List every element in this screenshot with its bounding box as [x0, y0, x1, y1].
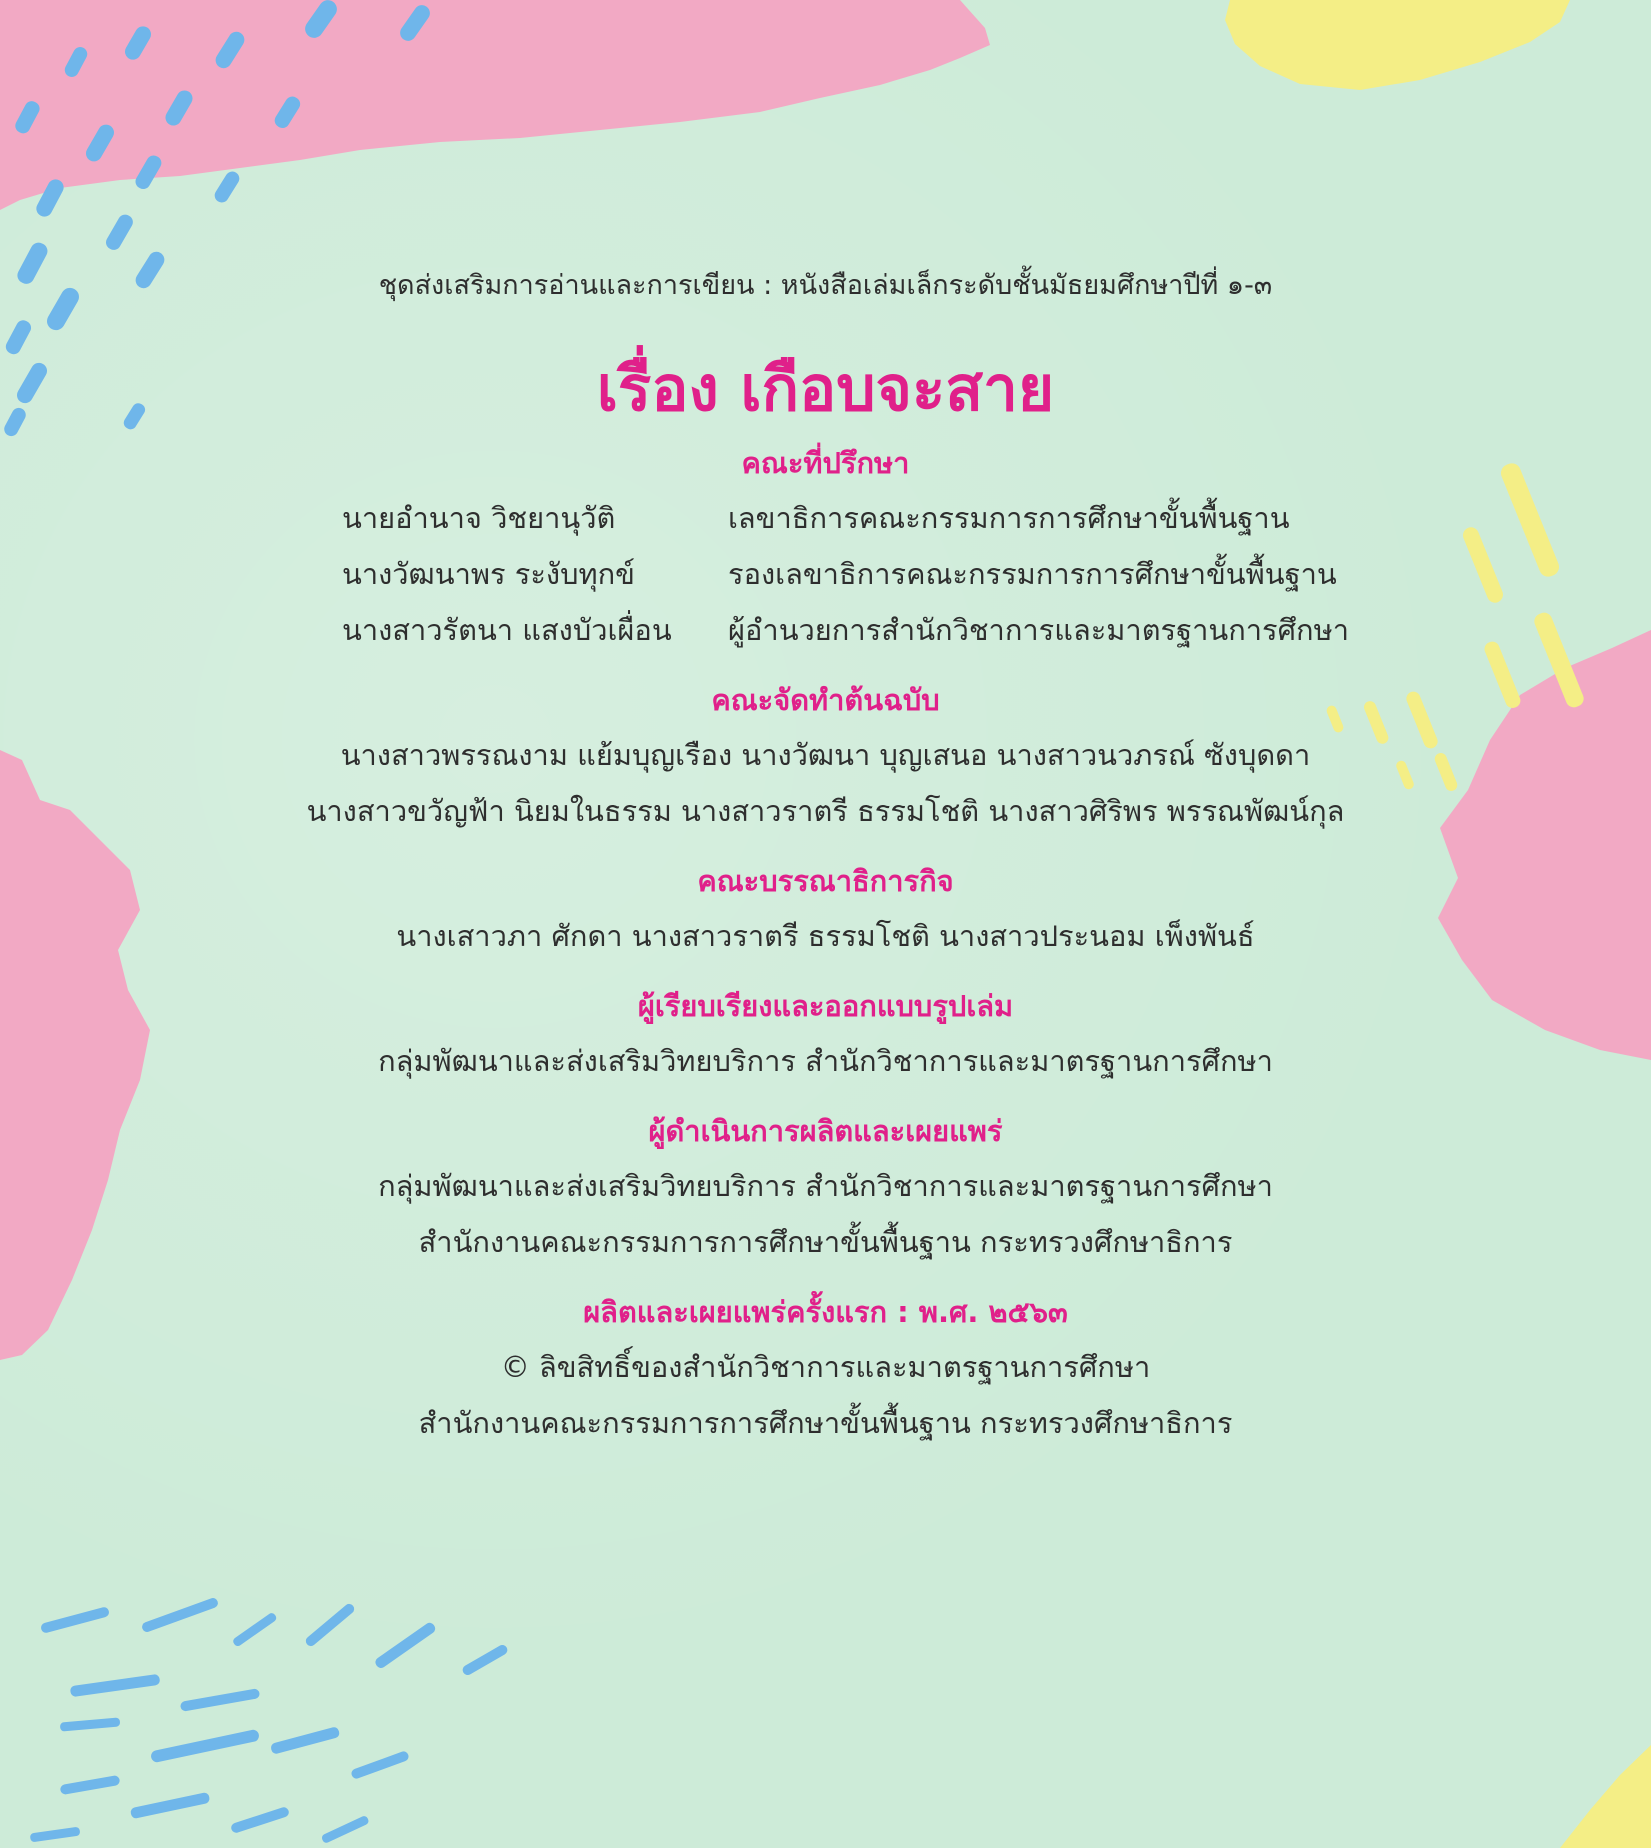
- advisor-name: นางสาวรัตนา แสงบัวเผื่อน: [342, 613, 672, 647]
- editorial-heading: คณะบรรณาธิการกิจ: [697, 864, 954, 898]
- copyright-line: สำนักงานคณะกรรมการการศึกษาขั้นพื้นฐาน กระทรวงศึกษาธิการ: [418, 1406, 1233, 1440]
- production-heading: ผู้ดำเนินการผลิตและเผยแพร่: [648, 1114, 1003, 1148]
- original-team-line: นางสาวขวัญฟ้า นิยมในธรรม นางสาวราตรี ธรรมโชติ นางสาวศิริพร พรรณพัฒน์กุล: [306, 794, 1345, 828]
- original-team-heading: คณะจัดทำต้นฉบับ: [711, 683, 940, 717]
- advisor-name: นายอำนาจ วิชยานุวัติ: [342, 501, 616, 535]
- advisors-heading: คณะที่ปรึกษา: [741, 446, 910, 480]
- advisor-role: รองเลขาธิการคณะกรรมการการศึกษาขั้นพื้นฐาน: [728, 557, 1337, 591]
- editorial-line: นางเสาวภา ศักดา นางสาวราตรี ธรรมโชติ นางสาวประนอม เพ็งพันธ์: [396, 919, 1255, 953]
- advisor-role: เลขาธิการคณะกรรมการการศึกษาขั้นพื้นฐาน: [728, 501, 1290, 535]
- layout-design-line: กลุ่มพัฒนาและส่งเสริมวิทยบริการ สำนักวิชาการและมาตรฐานการศึกษา: [378, 1044, 1273, 1078]
- copyright-line: © ลิขสิทธิ์ของสำนักวิชาการและมาตรฐานการศึกษา: [500, 1350, 1151, 1384]
- original-team-line: นางสาวพรรณงาม แย้มบุญเรือง นางวัฒนา บุญเสนอ นางสาวนวภรณ์ ซังบุดดา: [340, 738, 1311, 772]
- advisor-role: ผู้อำนวยการสำนักวิชาการและมาตรฐานการศึกษา: [728, 613, 1349, 647]
- layout-design-heading: ผู้เรียบเรียงและออกแบบรูปเล่ม: [637, 989, 1014, 1023]
- production-line: สำนักงานคณะกรรมการการศึกษาขั้นพื้นฐาน กระทรวงศึกษาธิการ: [418, 1225, 1233, 1259]
- advisor-name: นางวัฒนาพร ระงับทุกข์: [342, 557, 635, 591]
- book-title: เรื่อง เกือบจะสาย: [596, 352, 1055, 425]
- series-line: ชุดส่งเสริมการอ่านและการเขียน : หนังสือเล่มเล็กระดับชั้นมัธยมศึกษาปีที่ ๑-๓: [378, 270, 1273, 301]
- production-line: กลุ่มพัฒนาและส่งเสริมวิทยบริการ สำนักวิชาการและมาตรฐานการศึกษา: [378, 1169, 1273, 1203]
- first-edition-heading: ผลิตและเผยแพร่ครั้งแรก : พ.ศ. ๒๕๖๓: [583, 1295, 1068, 1329]
